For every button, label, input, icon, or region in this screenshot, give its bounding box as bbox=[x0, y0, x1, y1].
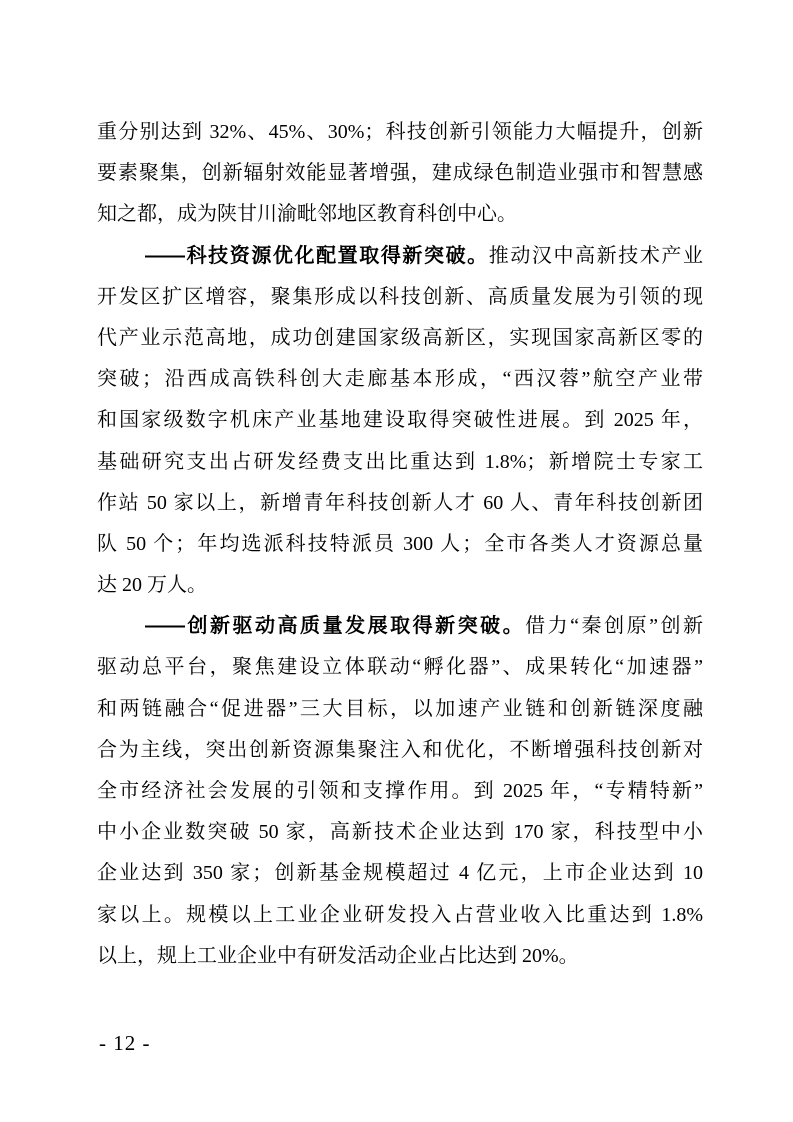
text-line bbox=[97, 112, 703, 153]
text-line bbox=[97, 194, 703, 235]
body-text: 达 20 万人。 bbox=[97, 574, 207, 597]
body-text: 开发区扩区增容，聚集形成以科技创新、高质量发展为引领的现 bbox=[97, 285, 703, 308]
text-line bbox=[97, 400, 703, 441]
body-text: 和两链融合“促进器”三大目标，以加速产业链和创新链深度融 bbox=[97, 697, 703, 720]
text-line bbox=[97, 442, 703, 483]
text-line bbox=[97, 524, 703, 565]
text-line bbox=[97, 318, 703, 359]
text-line bbox=[97, 771, 703, 812]
body-text: 以上，规上工业企业中有研发活动企业占比达到 20%。 bbox=[97, 944, 579, 967]
body-text: 家以上。规模以上工业企业研发投入占营业收入比重达到 1.8% bbox=[97, 903, 703, 926]
body-text: 重分别达到 32%、45%、30%；科技创新引领能力大幅提升，创新 bbox=[97, 121, 703, 143]
text-line bbox=[97, 812, 703, 853]
body-text: 和国家级数字机床产业基地建设取得突破性进展。到 2025 年， bbox=[97, 409, 703, 432]
body-text: 队 50 个；年均选派科技特派员 300 人；全市各类人才资源总量 bbox=[97, 532, 703, 555]
section-heading-text: ——科技资源优化配置取得新突破。 bbox=[145, 244, 489, 267]
text-line bbox=[97, 606, 703, 647]
text-line bbox=[97, 565, 703, 606]
body-text: 全市经济社会发展的引领和支撑作用。到 2025 年，“专精特新” bbox=[97, 780, 703, 802]
text-line bbox=[97, 730, 703, 771]
body-text: 作站 50 家以上，新增青年科技创新人才 60 人、青年科技创新团 bbox=[97, 491, 703, 514]
body-text: 驱动总平台，聚焦建设立体联动“孵化器”、成果转化“加速器” bbox=[97, 656, 703, 679]
body-text: 突破；沿西成高铁科创大走廊基本形成，“西汉蓉”航空产业带 bbox=[97, 368, 703, 391]
body-text: 借力“秦创原”创新 bbox=[525, 615, 703, 638]
body-text: 中小企业数突破 50 家，高新技术企业达到 170 家，科技型中小 bbox=[97, 821, 703, 844]
body-text: 推动汉中高新技术产业 bbox=[488, 244, 703, 267]
document-body bbox=[97, 112, 703, 977]
body-text: 基础研究支出占研发经费支出比重达到 1.8%；新增院士专家工 bbox=[97, 450, 703, 473]
text-line bbox=[97, 236, 703, 277]
body-text: 要素聚集，创新辐射效能显著增强，建成绿色制造业强市和智慧感 bbox=[97, 162, 703, 185]
section-heading-text: ——创新驱动高质量发展取得新突破。 bbox=[145, 615, 526, 638]
text-line bbox=[97, 895, 703, 936]
body-text: 知之都，成为陕甘川渝毗邻地区教育科创中心。 bbox=[97, 203, 517, 226]
text-line bbox=[97, 853, 703, 894]
body-text: 代产业示范高地，成功创建国家级高新区，实现国家高新区零的 bbox=[97, 326, 703, 349]
text-line bbox=[97, 277, 703, 318]
text-line bbox=[97, 359, 703, 400]
page-number: - 12 - bbox=[99, 1031, 151, 1055]
body-text: 合为主线，突出创新资源集聚注入和优化，不断增强科技创新对 bbox=[97, 738, 703, 761]
text-line bbox=[97, 689, 703, 730]
text-line bbox=[97, 483, 703, 524]
text-line bbox=[97, 153, 703, 194]
text-line bbox=[97, 936, 703, 977]
body-text: 企业达到 350 家；创新基金规模超过 4 亿元，上市企业达到 10 bbox=[97, 862, 703, 885]
text-line bbox=[97, 647, 703, 688]
